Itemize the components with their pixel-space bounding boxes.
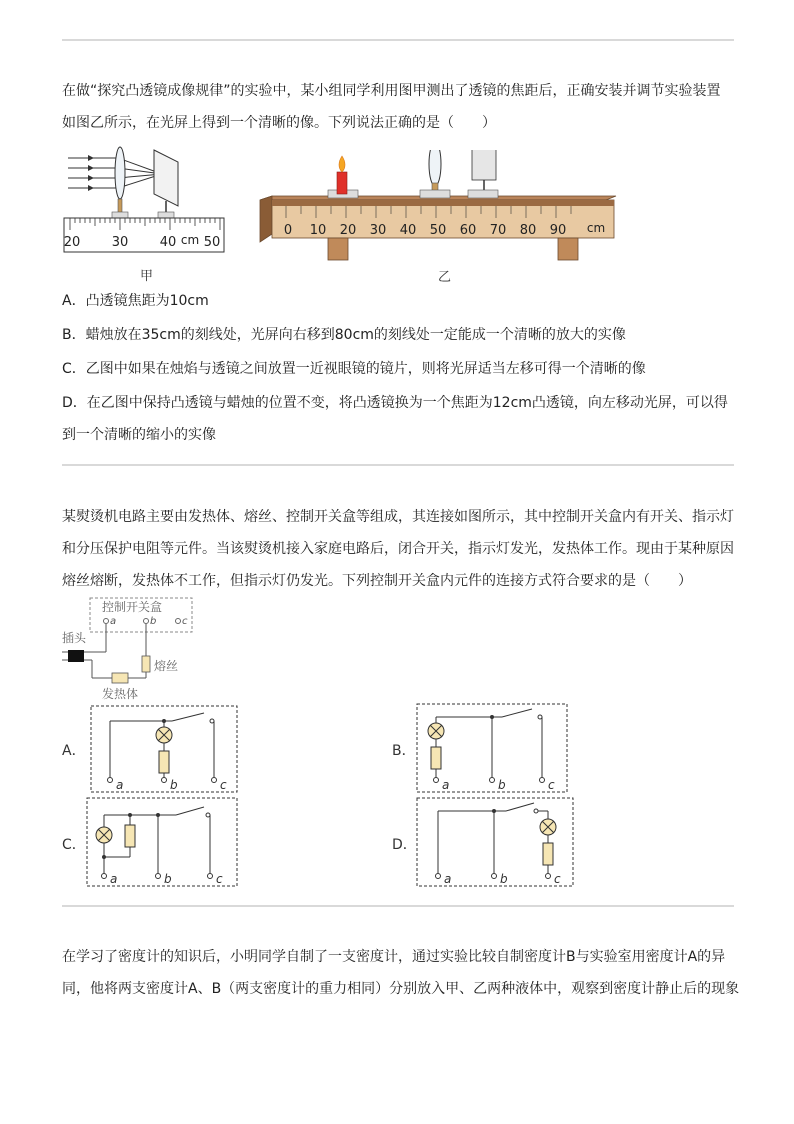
option-c-terminal-a: a bbox=[110, 872, 118, 886]
q1-option-c[interactable]: C．乙图中如果在烛焰与透镜之间放置一近视眼镜的镜片，则将光屏适当左移可得一个清晰的像 bbox=[62, 361, 646, 377]
yi-tick-40: 40 bbox=[399, 223, 417, 238]
divider-2 bbox=[62, 905, 734, 907]
divider-1 bbox=[62, 464, 734, 466]
fuse-label: 熔丝 bbox=[154, 659, 179, 673]
figure-yi bbox=[258, 150, 620, 268]
option-a-terminal-b: b bbox=[170, 778, 178, 792]
option-a-terminal-c: c bbox=[220, 778, 227, 792]
q1-option-b[interactable]: B．蜡烛放在35cm的刻线处，光屏向右移到80cm的刻线处一定能成一个清晰的放大的实像 bbox=[62, 327, 626, 343]
option-b-terminal-a: a bbox=[442, 778, 450, 792]
yi-tick-50: 50 bbox=[429, 223, 447, 238]
option-d-terminal-b: b bbox=[500, 872, 508, 886]
q3-stem-line1: 在学习了密度计的知识后，小明同学自制了一支密度计，通过实验比较自制密度计B与实验室用密度计A的异 bbox=[62, 949, 726, 965]
caption-jia: 甲 bbox=[140, 269, 154, 284]
yi-tick-10: 10 bbox=[309, 223, 327, 238]
q2-option-c-label[interactable]: C． bbox=[62, 837, 86, 853]
yi-tick-80: 80 bbox=[519, 223, 537, 238]
yi-tick-20: 20 bbox=[339, 223, 357, 238]
q1-option-d-line2: 到一个清晰的缩小的实像 bbox=[62, 427, 216, 443]
yi-tick-90: 90 bbox=[549, 223, 567, 238]
q2-option-d-label[interactable]: D． bbox=[392, 837, 417, 853]
q1-stem-line1: 在做“探究凸透镜成像规律”的实验中，某小组同学利用图甲测出了透镜的焦距后，正确安装并调节实验装置 bbox=[62, 83, 721, 99]
option-d-terminal-a: a bbox=[444, 872, 452, 886]
q3-stem-line2: 同，他将两支密度计A、B（两支密度计的重力相同）分别放入甲、乙两种液体中，观察到密度计静止后的现象 bbox=[62, 981, 740, 997]
jia-unit: cm bbox=[180, 233, 200, 247]
jia-tick-30: 30 bbox=[111, 235, 129, 250]
yi-tick-70: 70 bbox=[489, 223, 507, 238]
q2-option-b-circuit[interactable] bbox=[416, 703, 568, 795]
jia-tick-40: 40 bbox=[159, 235, 177, 250]
q1-option-a[interactable]: A．凸透镜焦距为10cm bbox=[62, 293, 209, 309]
option-d-terminal-c: c bbox=[554, 872, 561, 886]
yi-tick-30: 30 bbox=[369, 223, 387, 238]
option-c-terminal-c: c bbox=[216, 872, 223, 886]
main-terminal-a: a bbox=[110, 616, 117, 627]
control-box-label: 控制开关盒 bbox=[102, 600, 163, 614]
q2-stem-line3: 熔丝熔断，发热体不工作，但指示灯仍发光。下列控制开关盒内元件的连接方式符合要求的是（ ） bbox=[62, 573, 692, 589]
q1-option-d-line1[interactable]: D．在乙图中保持凸透镜与蜡烛的位置不变，将凸透镜换为一个焦距为12cm凸透镜，向左移动光屏，可以得 bbox=[62, 395, 728, 411]
main-terminal-b: b bbox=[150, 616, 157, 627]
main-terminal-c: c bbox=[182, 616, 188, 627]
yi-tick-0: 0 bbox=[283, 223, 293, 238]
q2-option-b-label[interactable]: B． bbox=[392, 743, 416, 759]
q2-option-a-label[interactable]: A． bbox=[62, 743, 86, 759]
yi-tick-60: 60 bbox=[459, 223, 477, 238]
option-a-terminal-a: a bbox=[116, 778, 124, 792]
heater-label: 发热体 bbox=[102, 687, 139, 701]
q2-option-c-circuit[interactable] bbox=[86, 797, 238, 889]
option-c-terminal-b: b bbox=[164, 872, 172, 886]
q2-stem-line2: 和分压保护电阻等元件。当该熨烫机接入家庭电路后，闭合开关，指示灯发光，发热体工作。现由于某种原因 bbox=[62, 541, 734, 557]
top-divider bbox=[62, 39, 734, 41]
q2-option-a-circuit[interactable] bbox=[90, 705, 240, 795]
q2-stem-line1: 某熨烫机电路主要由发热体、熔丝、控制开关盒等组成，其连接如图所示，其中控制开关盒内有开关、指示灯 bbox=[62, 509, 734, 525]
plug-label: 插头 bbox=[62, 631, 87, 645]
option-b-terminal-b: b bbox=[498, 778, 506, 792]
yi-unit: cm bbox=[586, 221, 606, 235]
jia-tick-20: 20 bbox=[63, 235, 81, 250]
q2-option-d-circuit[interactable] bbox=[416, 797, 576, 889]
figure-jia bbox=[62, 146, 230, 282]
option-b-terminal-c: c bbox=[548, 778, 555, 792]
jia-tick-50: 50 bbox=[203, 235, 221, 250]
caption-yi: 乙 bbox=[438, 270, 452, 285]
q1-stem-line2: 如图乙所示，在光屏上得到一个清晰的像。下列说法正确的是（ ） bbox=[62, 115, 496, 131]
q2-main-diagram bbox=[62, 594, 202, 706]
